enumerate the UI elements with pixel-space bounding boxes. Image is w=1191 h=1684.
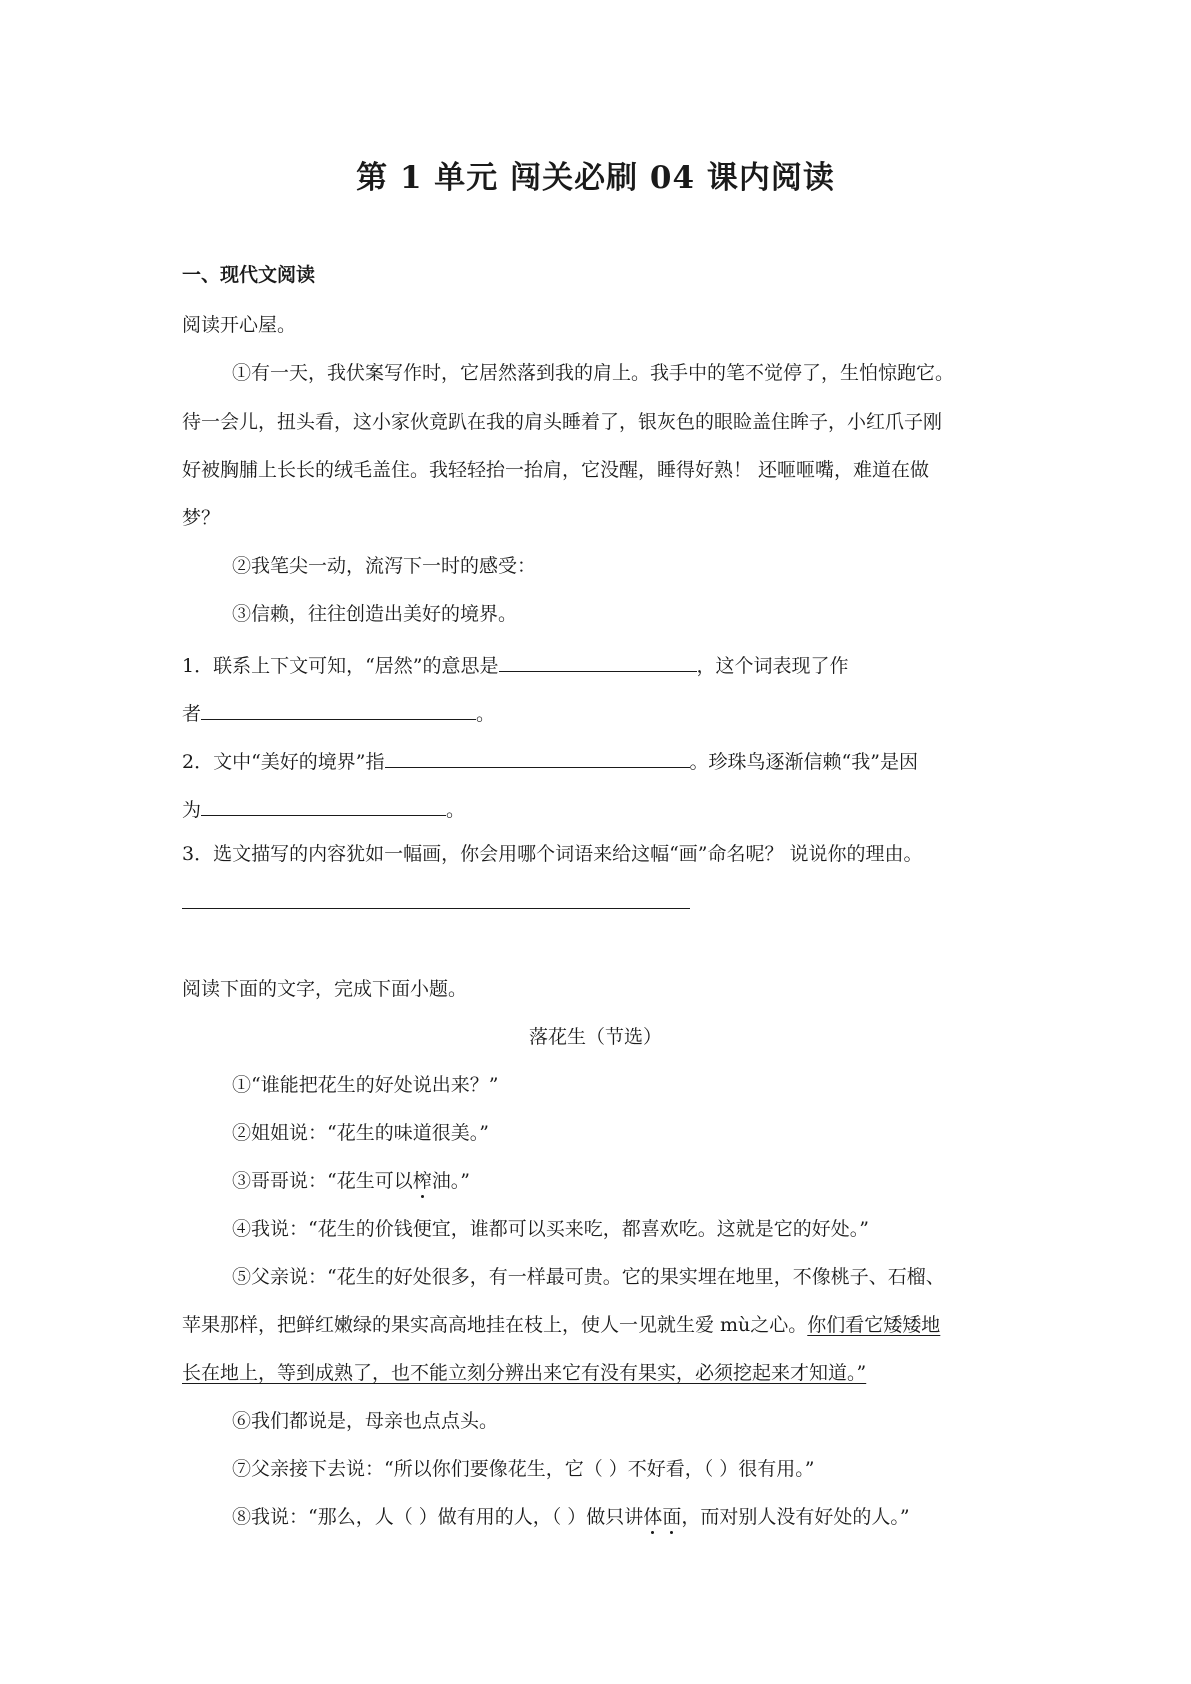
question-text: 。 [446,799,466,821]
question-1-cont [182,701,495,724]
dotted-char: 榨 [412,1170,432,1192]
question-text: 者 [182,703,202,725]
passage-line: 待一会儿，扭头看，这小家伙竟趴在我的肩头睡着了，银灰色的眼睑盖住眸子，小红爪子刚 [182,411,943,433]
answer-blank[interactable] [201,701,476,720]
dialogue-line: ②姐姐说：“花生的味道很美。” [232,1122,489,1144]
passage-line: ③信赖，往往创造出美好的境界。 [232,603,518,625]
question-2 [182,749,918,772]
dialogue-line: ⑤父亲说：“花生的好处很多，有一样最可贵。它的果实埋在地里，不像桃子、石榴、 [232,1266,945,1288]
dialogue-line [232,1508,910,1527]
article-title: 落花生（节选） [528,1026,662,1048]
dotted-char: 体 [643,1506,663,1528]
question-text: 。 [476,703,496,725]
page-title: 第 1 单元 闯关必刷 04 课内阅读 [356,160,835,196]
question-text: ，这个词表现了作 [696,655,849,677]
dialogue-text: 苹果那样，把鲜红嫩绿的果实高高地挂在枝上，使人一见就生爱 mù之心。 [182,1314,808,1336]
question-text: 为 [182,799,202,821]
dialogue-line [182,1316,940,1335]
question-2-cont [182,797,465,820]
dialogue-line: ①“谁能把花生的好处说出来？” [232,1074,499,1096]
answer-blank[interactable] [499,653,697,672]
dialogue-line: ⑥我们都说是，母亲也点点头。 [232,1410,499,1432]
passage-line: 好被胸脯上长长的绒毛盖住。我轻轻抬一抬肩，它没醒，睡得好熟！ 还咂咂嘴，难道在做 [182,459,930,481]
question-1 [182,653,849,676]
question-text: 。珍珠鸟逐渐信赖“我”是因 [689,751,918,773]
passage-line: ②我笔尖一动，流泻下一时的感受： [232,555,537,577]
reading-intro-2: 阅读下面的文字，完成下面小题。 [182,978,468,1000]
dialogue-text: ③哥哥说：“花生可以 [232,1170,413,1192]
question-text: 2．文中“美好的境界”指 [182,751,385,773]
passage-line: 梦？ [182,507,221,529]
dialogue-text: 油。” [431,1170,470,1192]
underlined-text: 你们看它矮矮地 [807,1314,941,1336]
dialogue-line: ⑦父亲接下去说：“所以你们要像花生，它（ ）不好看，（ ）很有用。” [232,1458,815,1480]
reading-intro: 阅读开心屋。 [182,314,297,336]
passage-line: ①有一天，我伏案写作时，它居然落到我的肩上。我手中的笔不觉停了，生怕惊跑它。 [232,362,955,384]
answer-blank[interactable] [201,797,446,816]
answer-line[interactable] [182,908,690,909]
section-heading: 一、现代文阅读 [182,264,316,286]
dotted-char: 面 [662,1506,682,1528]
question-3: 3．选文描写的内容犹如一幅画，你会用哪个词语来给这幅“画”命名呢？ 说说你的理由。 [182,843,923,865]
dialogue-text: ，而对别人没有好处的人。” [681,1506,910,1528]
dialogue-line: ④我说：“花生的价钱便宜，谁都可以买来吃，都喜欢吃。这就是它的好处。” [232,1218,869,1240]
dialogue-text: ⑧我说：“那么，人（ ）做有用的人，（ ）做只讲 [232,1506,644,1528]
answer-blank[interactable] [385,749,690,768]
underlined-line: 长在地上，等到成熟了，也不能立刻分辨出来它有没有果实，必须挖起来才知道。” [182,1362,867,1384]
question-text: 1．联系上下文可知，“居然”的意思是 [182,655,499,677]
dialogue-line [232,1172,470,1191]
